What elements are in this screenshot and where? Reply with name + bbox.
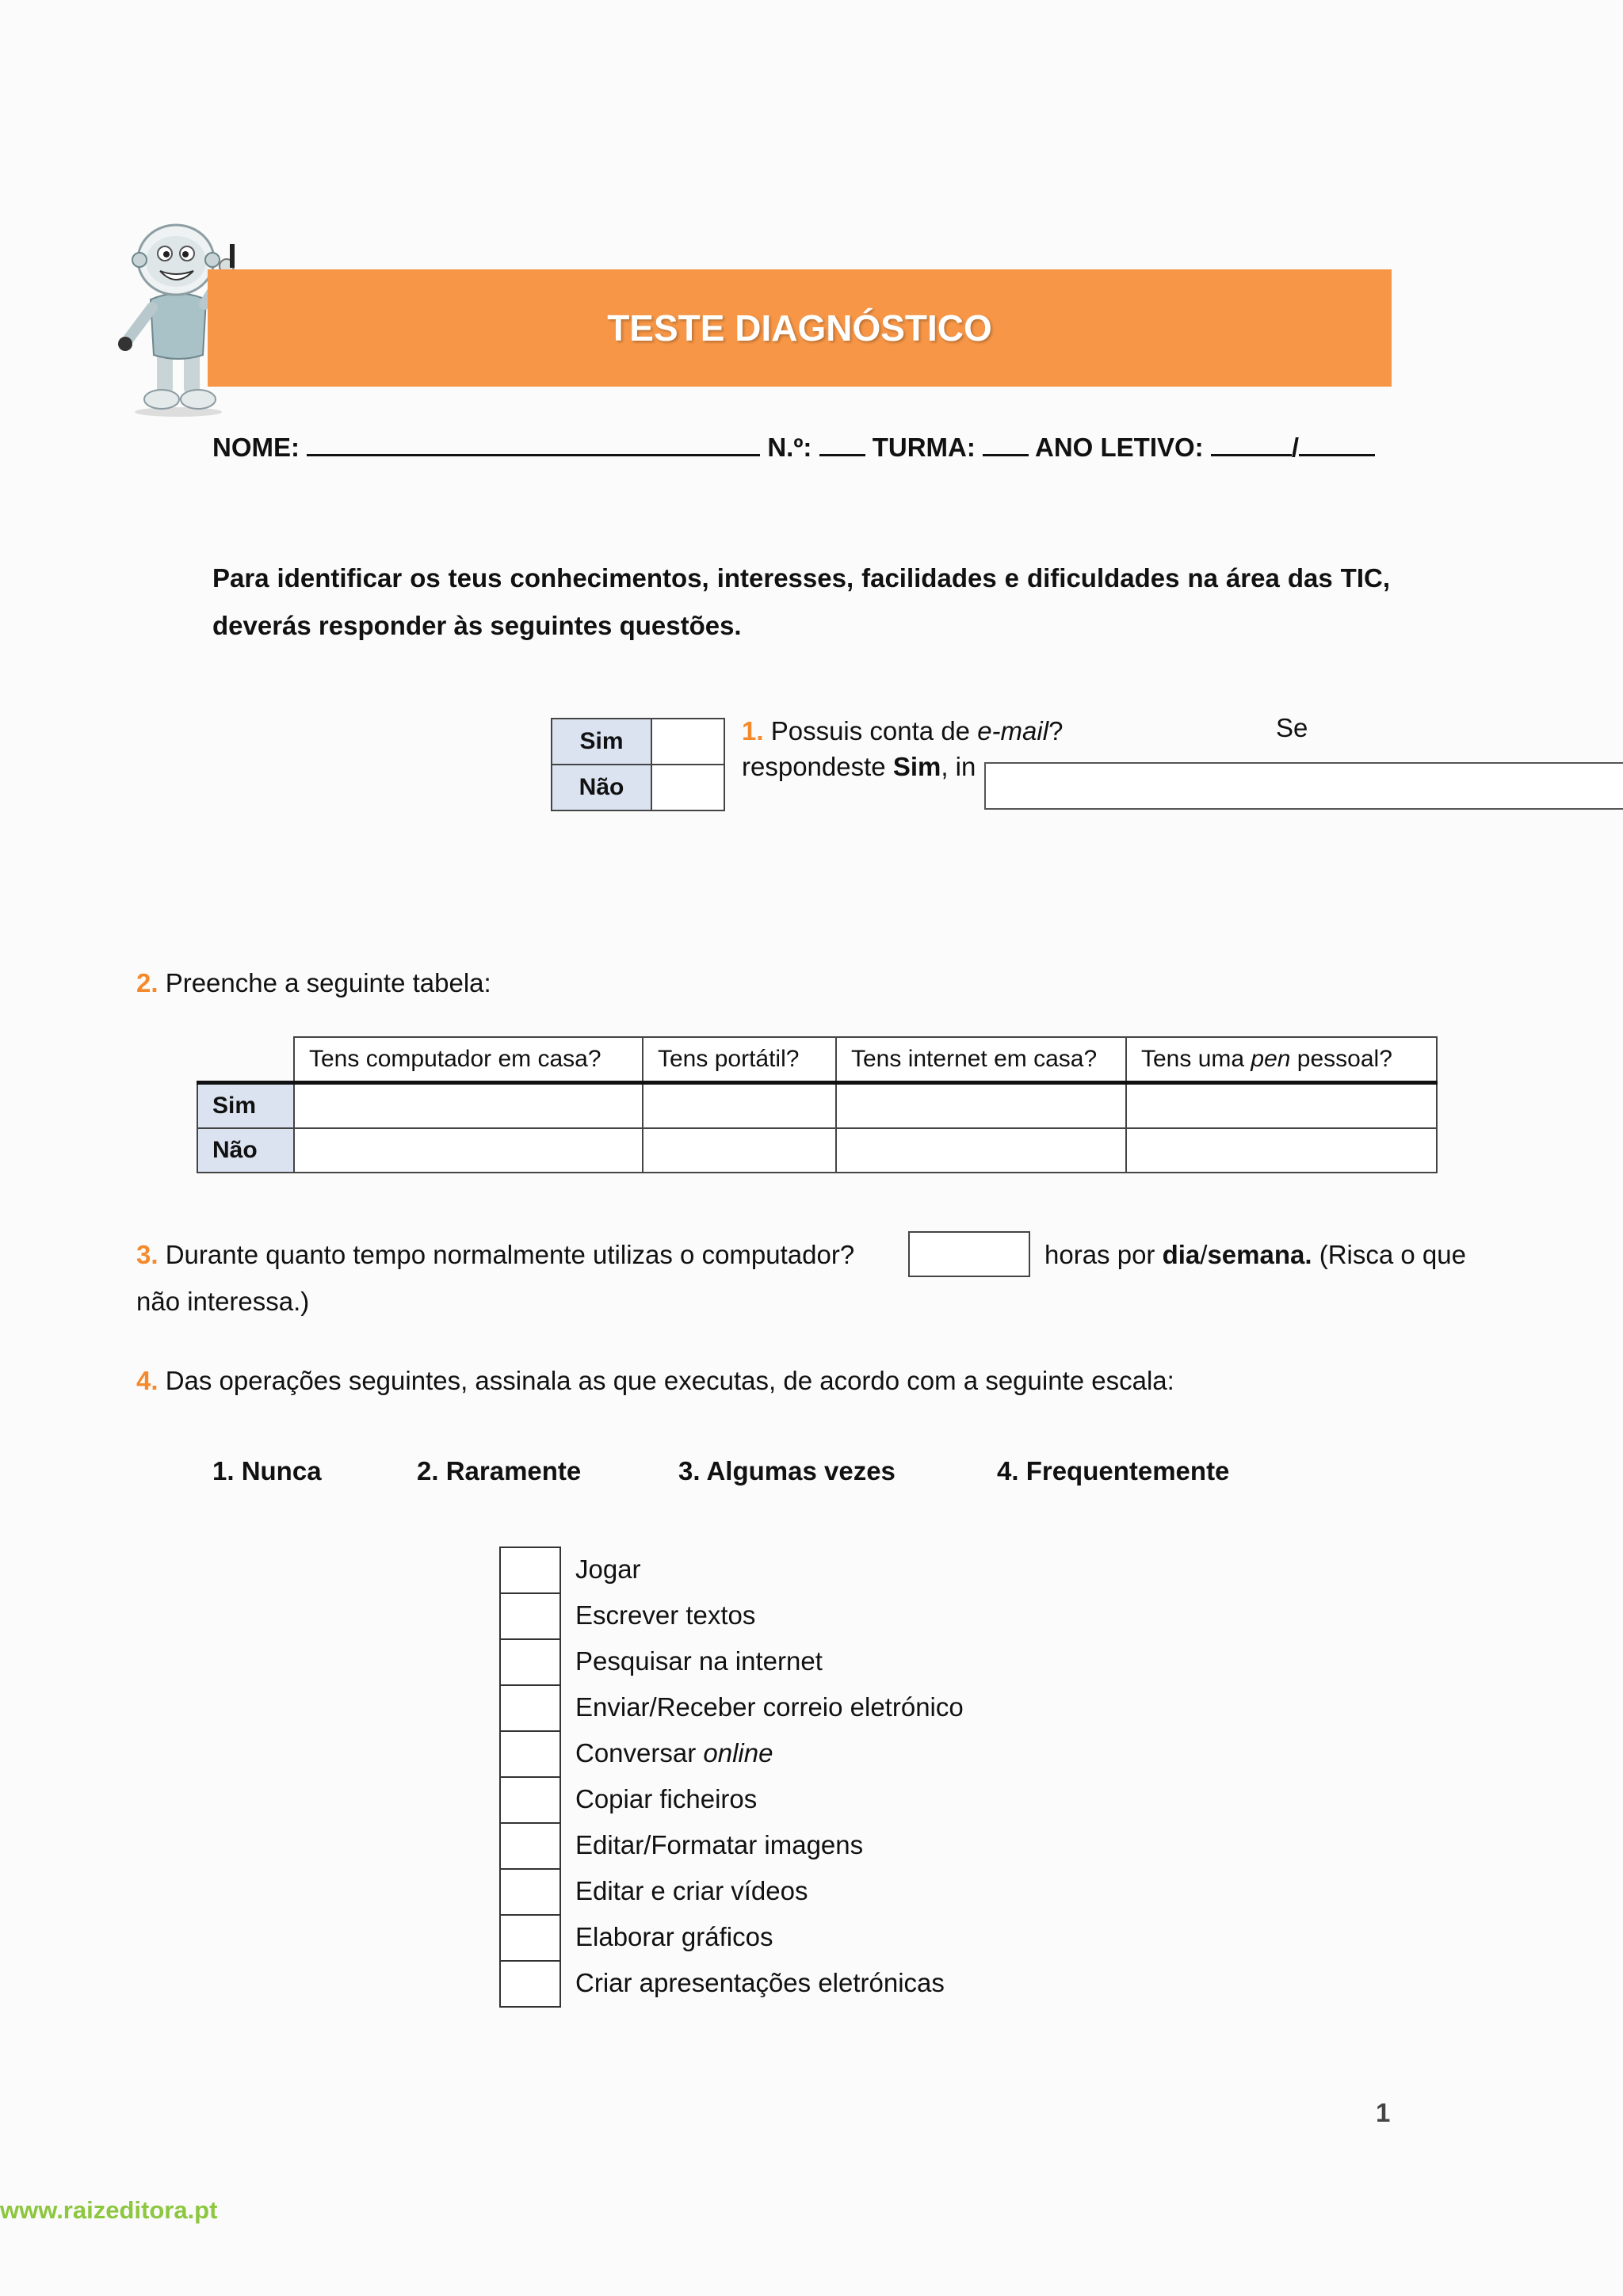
school-year-separator: / (1291, 433, 1300, 462)
operation-rating-box[interactable] (499, 1822, 561, 1870)
operation-row (499, 1960, 1212, 2006)
scale-item-sometimes: 3. Algumas vezes (678, 1456, 896, 1486)
scale-item-frequently: 4. Frequentemente (997, 1456, 1230, 1486)
intro-instructions: Para identificar os teus conhecimentos, interesses, facilidades e dificuldades na área das TIC, deverás responder às seguintes questões. (212, 563, 1390, 640)
q2-table-corner (197, 1037, 294, 1083)
q2-equipment-table (197, 1036, 1438, 1173)
operation-label: Copiar ficheiros (575, 1784, 758, 1814)
q4-text: Das operações seguintes, assinala as que executas, de acordo com a seguinte escala: (165, 1366, 1174, 1395)
school-year-end-blank[interactable] (1299, 433, 1375, 456)
operation-label: Enviar/Receber correio eletrónico (575, 1692, 964, 1722)
operation-row (499, 1730, 1212, 1776)
number-label: N.º: (767, 433, 812, 462)
q3-text-a: Durante quanto tempo normalmente utilizas o computador? (165, 1240, 855, 1269)
q1-number: 1. (742, 716, 764, 746)
q3-slash: / (1200, 1240, 1208, 1269)
q2-cell-yes-pen[interactable] (1126, 1083, 1437, 1129)
operation-label: Editar/Formatar imagens (575, 1830, 864, 1859)
operation-label: Escrever textos (575, 1600, 756, 1630)
operation-row (499, 1868, 1212, 1914)
q3-text-day: dia (1162, 1240, 1201, 1269)
school-year-label: ANO LETIVO: (1035, 433, 1204, 462)
q2-cell-yes-computer[interactable] (294, 1083, 643, 1129)
operation-rating-box[interactable] (499, 1638, 561, 1686)
q1-text-email: e-mail (977, 716, 1049, 746)
operation-label: Elaborar gráficos (575, 1922, 773, 1951)
q3-text-week: semana. (1207, 1240, 1312, 1269)
student-identification-line (212, 433, 1375, 463)
q2-col-laptop: Tens portátil? (643, 1037, 836, 1083)
operation-row (499, 1592, 1212, 1638)
operation-rating-box[interactable] (499, 1960, 561, 2008)
q2-row-no-label: Não (197, 1128, 294, 1173)
operation-row (499, 1638, 1212, 1684)
q2-row-yes-label: Sim (197, 1083, 294, 1129)
operation-label: Jogar (575, 1554, 641, 1584)
operation-row (499, 1547, 1212, 1592)
q4-question (136, 1366, 1174, 1396)
q1-yes-checkbox[interactable] (651, 719, 724, 765)
class-blank[interactable] (983, 433, 1029, 456)
operation-rating-box[interactable] (499, 1730, 561, 1778)
q2-col-pen-a: Tens uma (1141, 1046, 1251, 1072)
operation-label: Criar apresentações eletrónicas (575, 1968, 945, 1997)
q1-text-sim: Sim (892, 752, 941, 781)
q2-cell-no-internet[interactable] (836, 1128, 1126, 1173)
operation-label-a: Conversar (575, 1738, 704, 1768)
page-number: 1 (1376, 2098, 1391, 2127)
q2-number: 2. (136, 968, 158, 997)
q3-question (136, 1240, 854, 1270)
q2-col-computer: Tens computador em casa? (294, 1037, 643, 1083)
page-title: TESTE DIAGNÓSTICO (607, 307, 992, 349)
q1-yes-no-table (551, 718, 725, 811)
operation-rating-box[interactable] (499, 1684, 561, 1732)
q1-se-text: Se (1276, 713, 1308, 742)
q3-question-continued (1044, 1240, 1466, 1270)
operation-rating-box[interactable] (499, 1776, 561, 1824)
q2-col-pen (1126, 1037, 1437, 1083)
q2-col-pen-em: pen (1251, 1046, 1291, 1072)
q3-text-b: horas por (1044, 1240, 1163, 1269)
q3-hours-field[interactable] (908, 1231, 1030, 1277)
q3-number: 3. (136, 1240, 158, 1269)
q3-text-c: (Risca o que (1312, 1240, 1466, 1269)
name-label: NOME: (212, 433, 300, 462)
operation-rating-box[interactable] (499, 1868, 561, 1916)
q2-col-pen-b: pessoal? (1290, 1046, 1392, 1072)
operation-label: Pesquisar na internet (575, 1646, 823, 1676)
q1-yes-label: Sim (552, 719, 651, 765)
q2-cell-no-laptop[interactable] (643, 1128, 836, 1173)
q4-number: 4. (136, 1366, 158, 1395)
number-blank[interactable] (819, 433, 865, 456)
q2-cell-no-pen[interactable] (1126, 1128, 1437, 1173)
operation-rating-box[interactable] (499, 1914, 561, 1962)
operation-row (499, 1822, 1212, 1868)
q2-cell-yes-laptop[interactable] (643, 1083, 836, 1129)
name-blank[interactable] (307, 433, 760, 456)
class-label: TURMA: (872, 433, 976, 462)
q2-cell-no-computer[interactable] (294, 1128, 643, 1173)
operation-label: Editar e criar vídeos (575, 1876, 808, 1905)
publisher-url: www.raizeditora.pt (0, 2196, 218, 2224)
operation-rating-box[interactable] (499, 1547, 561, 1594)
operation-row (499, 1914, 1212, 1960)
q2-text: Preenche a seguinte tabela: (165, 968, 491, 997)
q1-text-b: ? (1048, 716, 1064, 746)
q2-cell-yes-internet[interactable] (836, 1083, 1126, 1129)
scale-item-rarely: 2. Raramente (417, 1456, 582, 1486)
operation-row (499, 1776, 1212, 1822)
q1-no-checkbox[interactable] (651, 765, 724, 810)
q2-col-internet: Tens internet em casa? (836, 1037, 1126, 1083)
scale-item-never: 1. Nunca (212, 1456, 322, 1486)
q1-text-a: Possuis conta de (770, 716, 978, 746)
q1-email-field[interactable] (984, 762, 1623, 810)
q1-text-d: , in (941, 752, 976, 781)
operation-label-em: online (703, 1738, 773, 1768)
q1-no-label: Não (552, 765, 651, 810)
operation-rating-box[interactable] (499, 1592, 561, 1640)
operation-row (499, 1684, 1212, 1730)
q2-question (136, 968, 491, 998)
school-year-start-blank[interactable] (1211, 433, 1292, 456)
q3-text-d: não interessa.) (136, 1287, 310, 1316)
operation-label (575, 1738, 773, 1768)
q1-text-c: respondeste (742, 752, 893, 781)
